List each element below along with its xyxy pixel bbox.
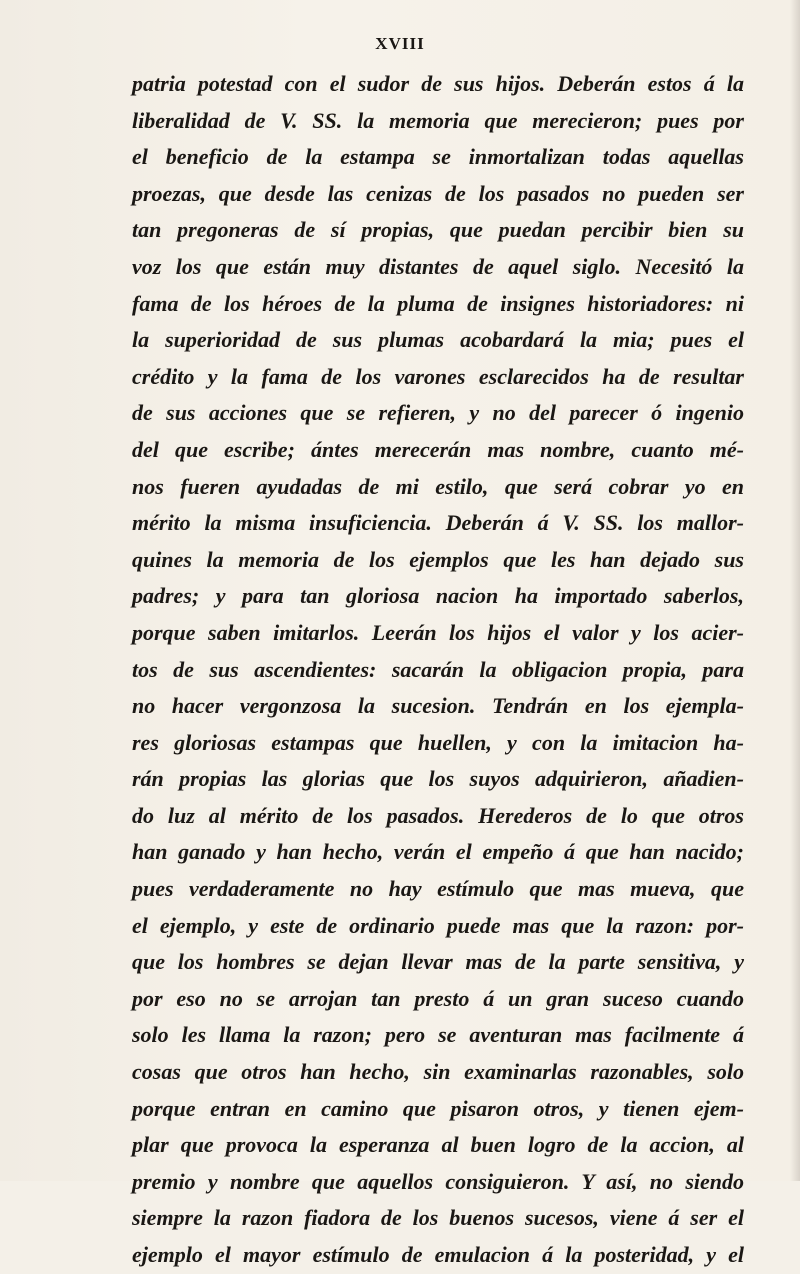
text-line: voz los que están muy distantes de aquel siglo. Necesitó la	[132, 253, 744, 279]
text-line: han ganado y han hecho, verán el empeño á que han nacido;	[132, 839, 744, 865]
text-line: liberalidad de V. SS. la memoria que merecieron; pues por	[132, 107, 744, 133]
text-line: pues verdaderamente no hay estímulo que mas mueva, que	[132, 876, 744, 902]
text-line: porque saben imitarlos. Leerán los hijos el valor y los acier-	[132, 619, 744, 645]
text-line: por eso no se arrojan tan presto á un gran suceso cuando	[132, 985, 744, 1011]
text-line: crédito y la fama de los varones esclarecidos ha de resultar	[132, 363, 744, 389]
body-text	[132, 66, 744, 1274]
text-line: quines la memoria de los ejemplos que les han dejado sus	[132, 546, 744, 572]
text-line: mérito la misma insuficiencia. Deberán á V. SS. los mallor-	[132, 510, 744, 536]
text-line: no hacer vergonzosa la sucesion. Tendrán en los ejempla-	[132, 693, 744, 719]
text-line: fama de los héroes de la pluma de insignes historiadores: ni	[132, 290, 744, 316]
text-line: solo les llama la razon; pero se aventuran mas facilmente á	[132, 1022, 744, 1048]
text-line: el beneficio de la estampa se inmortalizan todas aquellas	[132, 144, 744, 170]
text-line: la superioridad de sus plumas acobardará la mia; pues el	[132, 327, 744, 353]
text-line: siempre la razon fiadora de los buenos sucesos, viene á ser el	[132, 1205, 744, 1231]
page-edge-shadow	[790, 0, 800, 1181]
text-line: ejemplo el mayor estímulo de emulacion á la posteridad, y el	[132, 1242, 744, 1267]
text-line: plar que provoca la esperanza al buen logro de la accion, al	[132, 1132, 744, 1158]
text-line: el ejemplo, y este de ordinario puede mas que la razon: por-	[132, 912, 744, 938]
text-line: patria potestad con el sudor de sus hijos. Deberán estos á la	[132, 71, 744, 96]
text-line: del que escribe; ántes merecerán mas nombre, cuanto mé-	[132, 436, 744, 462]
text-line: de sus acciones que se refieren, y no del parecer ó ingenio	[132, 400, 744, 426]
text-line: rán propias las glorias que los suyos adquirieron, añadien-	[132, 766, 744, 792]
text-line: cosas que otros han hecho, sin examinarlas razonables, solo	[132, 1059, 744, 1085]
page-number: XVIII	[375, 34, 425, 53]
text-line: res gloriosas estampas que huellen, y con la imitacion ha-	[132, 729, 744, 755]
text-line: nos fueren ayudadas de mi estilo, que será cobrar yo en	[132, 473, 744, 499]
text-line: tos de sus ascendientes: sacarán la obligacion propia, para	[132, 656, 744, 682]
text-line: porque entran en camino que pisaron otros, y tienen ejem-	[132, 1095, 744, 1121]
text-line: tan pregoneras de sí propias, que puedan percibir bien su	[132, 217, 744, 243]
text-line: proezas, que desde las cenizas de los pasados no pueden ser	[132, 180, 744, 206]
text-line: padres; y para tan gloriosa nacion ha importado saberlos,	[132, 583, 744, 609]
text-line: premio y nombre que aquellos consiguieron. Y así, no siendo	[132, 1168, 744, 1194]
text-line: que los hombres se dejan llevar mas de la parte sensitiva, y	[132, 949, 744, 975]
text-line: do luz al mérito de los pasados. Herederos de lo que otros	[132, 802, 744, 828]
